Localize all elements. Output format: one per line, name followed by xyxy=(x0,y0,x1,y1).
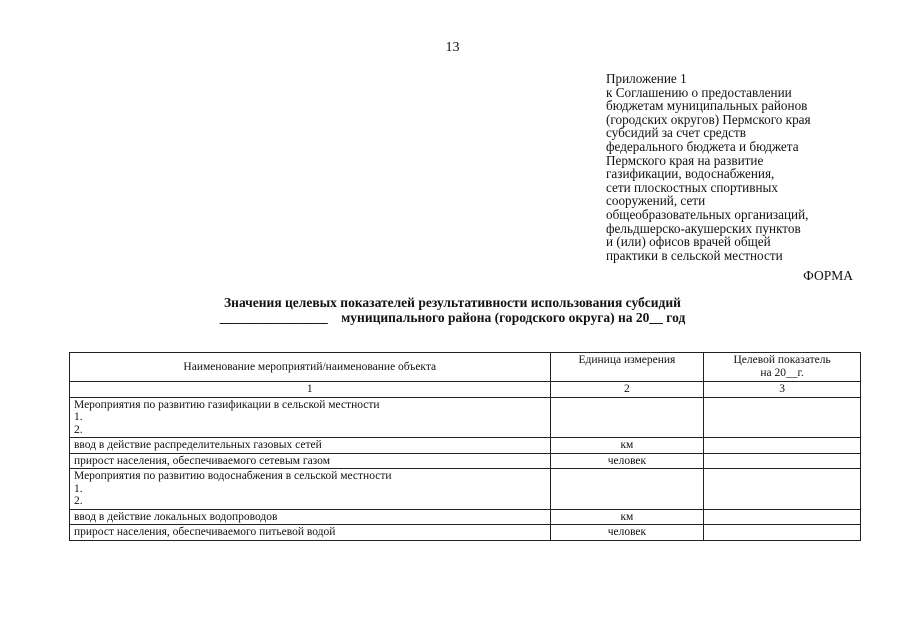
appendix-line: федерального бюджета и бюджета xyxy=(606,138,799,154)
appendix-line: (городских округов) Пермского края xyxy=(606,111,811,127)
row-target xyxy=(704,525,861,541)
appendix-note xyxy=(606,72,886,262)
group-unit-cell xyxy=(550,397,704,438)
appendix-line: к Соглашению о предоставлении xyxy=(606,84,792,100)
document-title xyxy=(0,295,905,325)
column-number: 2 xyxy=(550,382,704,398)
row-unit: человек xyxy=(550,453,704,469)
table-row xyxy=(70,453,861,469)
appendix-line: Приложение 1 xyxy=(606,71,687,86)
appendix-line: газификации, водоснабжения, xyxy=(606,166,775,182)
group-row-water xyxy=(70,469,861,510)
table-row xyxy=(70,509,861,525)
header-target-line1: Целевой показатель xyxy=(733,354,831,366)
appendix-line: Пермского края на развитие xyxy=(606,152,764,168)
appendix-line: бюджетам муниципальных районов xyxy=(606,98,808,114)
header-target xyxy=(704,353,861,382)
group-target-cell xyxy=(704,397,861,438)
column-numbers-row xyxy=(70,382,861,398)
group-item: 2. xyxy=(74,495,83,507)
row-target xyxy=(704,438,861,454)
title-line-2-text: муниципального района (городского округа) на 20__ год xyxy=(341,310,686,325)
group-item: 2. xyxy=(74,423,83,436)
row-name: ввод в действие распределительных газовых сетей xyxy=(70,438,551,454)
row-target xyxy=(704,453,861,469)
header-target-line2: на 20__г. xyxy=(760,366,804,379)
indicators-table xyxy=(69,352,861,541)
group-item: 1. xyxy=(74,482,83,495)
group-title-cell xyxy=(70,397,551,438)
page-number: 13 xyxy=(445,40,460,55)
appendix-line: сети плоскостных спортивных xyxy=(606,179,778,195)
group-target-cell xyxy=(704,469,861,510)
column-number: 1 xyxy=(70,382,551,398)
row-name: прирост населения, обеспечиваемого сетевым газом xyxy=(70,453,551,469)
appendix-line: и (или) офисов врачей общей xyxy=(606,234,771,250)
column-number: 3 xyxy=(704,382,861,398)
appendix-line: фельдшерско-акушерских пунктов xyxy=(606,220,801,236)
table-row xyxy=(70,438,861,454)
group-unit-cell xyxy=(550,469,704,510)
row-unit: человек xyxy=(550,525,704,541)
row-unit: км xyxy=(550,509,704,525)
header-name: Наименование мероприятий/наименование объекта xyxy=(70,353,551,382)
title-line-1: Значения целевых показателей результативности использования субсидий xyxy=(224,295,681,310)
title-line-2 xyxy=(0,310,905,325)
group-title: Мероприятия по развитию водоснабжения в сельской местности xyxy=(74,470,392,482)
row-unit: км xyxy=(550,438,704,454)
appendix-line: сооружений, сети xyxy=(606,193,706,209)
row-name: ввод в действие локальных водопроводов xyxy=(70,509,551,525)
form-label: ФОРМА xyxy=(803,268,853,283)
row-target xyxy=(704,509,861,525)
table-header-row xyxy=(70,353,861,382)
row-name: прирост населения, обеспечиваемого питьевой водой xyxy=(70,525,551,541)
table-row xyxy=(70,525,861,541)
appendix-line: общеобразовательных организаций, xyxy=(606,206,809,222)
group-title-cell xyxy=(70,469,551,510)
appendix-line: субсидий за счет средств xyxy=(606,125,747,141)
group-row-gas xyxy=(70,397,861,438)
group-item: 1. xyxy=(74,411,83,423)
title-blank: ________________ xyxy=(219,310,328,325)
header-unit: Единица измерения xyxy=(550,353,704,382)
group-title: Мероприятия по развитию газификации в сельской местности xyxy=(74,398,380,411)
appendix-line: практики в сельской местности xyxy=(606,247,783,263)
